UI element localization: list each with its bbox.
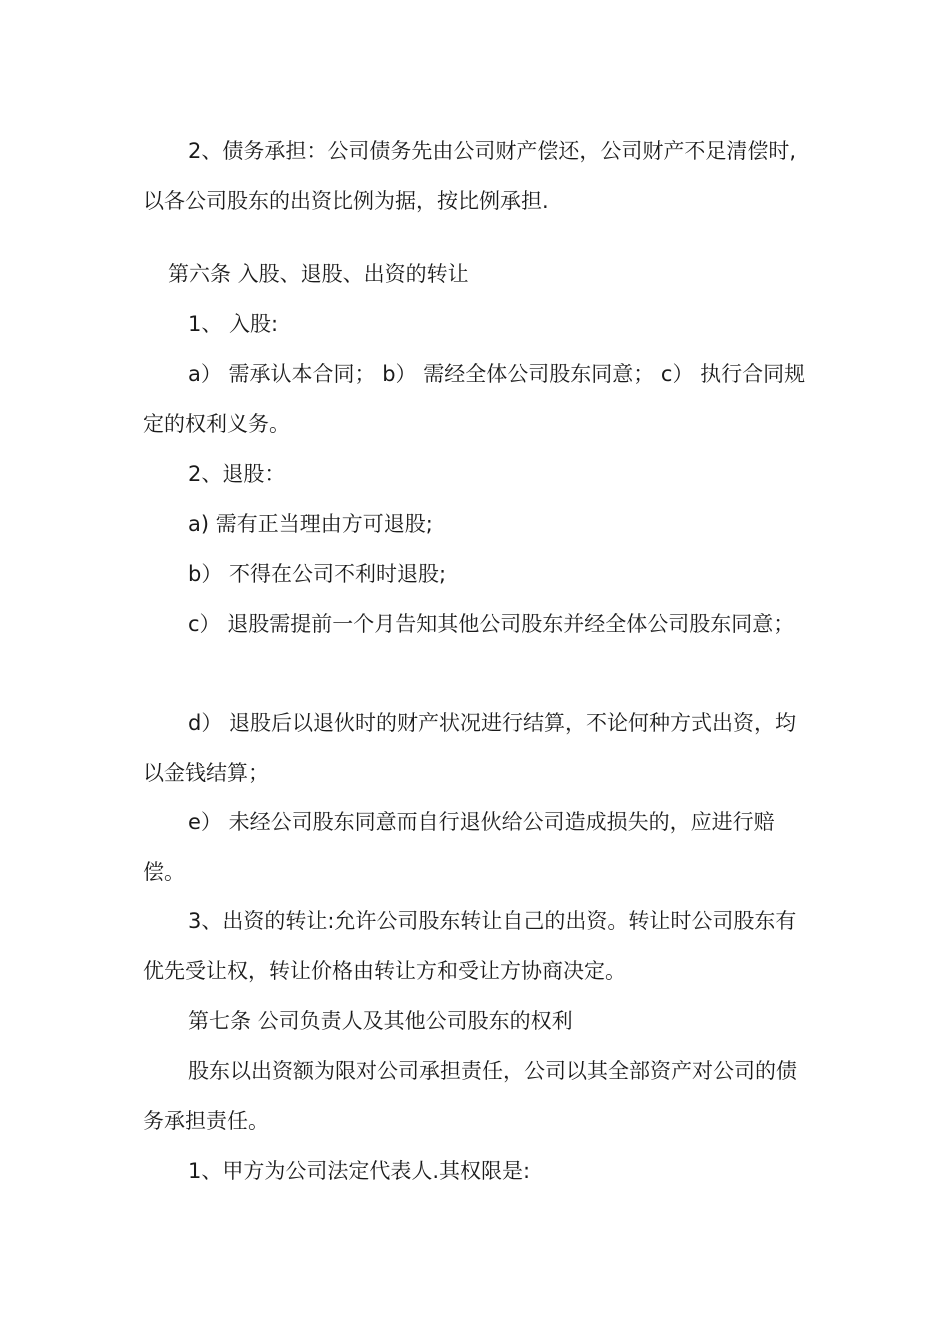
withdraw-item-e: e） 未经公司股东同意而自行退伙给公司造成损失的，应进行赔偿。 — [143, 810, 775, 884]
capital-transfer: 3、出资的转让:允许公司股东转让自己的出资。转让时公司股东有优先受让权，转让价格由转让方和受让方协商决定。 — [143, 909, 797, 983]
withdraw-item-b: b） 不得在公司不利时退股; — [188, 562, 447, 586]
join-items: a） 需承认本合同； b） 需经全体公司股东同意； c） 执行合同规定的权利义务。 — [143, 362, 806, 436]
shareholder-liability: 股东以出资额为限对公司承担责任，公司以其全部资产对公司的债务承担责任。 — [143, 1059, 797, 1133]
article-6-title: 第六条 入股、退股、出资的转让 — [168, 262, 469, 286]
legal-representative: 1、甲方为公司法定代表人.其权限是: — [188, 1159, 531, 1183]
join-title: 1、 入股: — [188, 312, 279, 336]
withdraw-item-a: a) 需有正当理由方可退股; — [188, 512, 433, 536]
withdraw-item-d: d） 退股后以退伙时的财产状况进行结算，不论何种方式出资，均以金钱结算； — [143, 711, 797, 785]
paragraph-debt-bearing: 2、债务承担：公司债务先由公司财产偿还，公司财产不足清偿时,以各公司股东的出资比例为据，按比例承担. — [143, 139, 797, 213]
withdraw-title: 2、退股： — [188, 462, 286, 486]
withdraw-item-c: c） 退股需提前一个月告知其他公司股东并经全体公司股东同意； — [188, 612, 795, 636]
article-7-title: 第七条 公司负责人及其他公司股东的权利 — [188, 1009, 573, 1033]
